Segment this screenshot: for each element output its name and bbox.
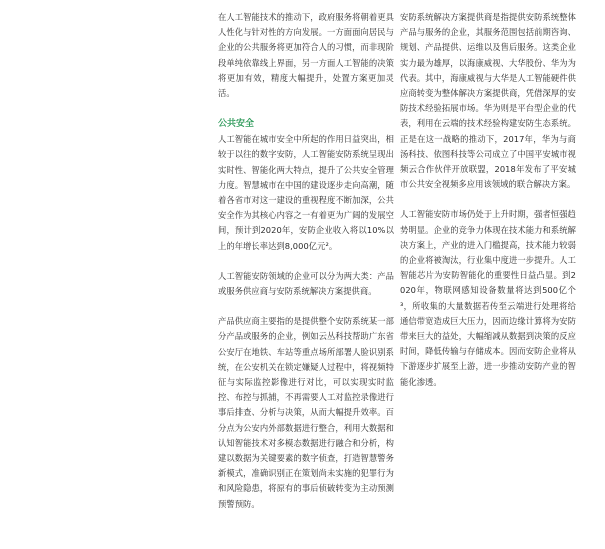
companies-paragraph: 人工智能安防领域的企业可以分为两大类：产品或服务供应商与安防系统解决方案提供商。 — [218, 270, 394, 297]
products-paragraph: 产品供应商主要指的是提供整个安防系统某一部分产品或服务的企业，例如云丛科技帮助广东省公安厅在地铁、车站等重点场所部署人脸识别系统，在公安机关在锁定嫌疑人过程中，将视频特征与实际监控影像进行对比，可以实现实时监控、布控与抓捕，不再需要人工对监控录像进行事后排查、分析与决策，从而大幅提升效率。百分点为公安内外部数据进行整合，利用大数据和认知智能技术对多模态数据进行融合和分析，构建以数据为关键要素的数字侦查，打造智慧警务新模式，准确识别正在策划尚未实施的犯罪行为和风险隐患，将原有的事后侦破转变为主动预测预警预防。 — [218, 316, 394, 509]
spacer — [400, 192, 576, 207]
public-safety-heading: 公共安全 — [218, 119, 255, 130]
trends-paragraph: 人工智能安防市场仍处于上升时期，强者恒强趋势明显。企业的竞争力体现在技术能力和系统解决方案上，产业的进入门槛提高，技术能力较弱的企业将被淘汰，行业集中度进一步提升。人工智能芯片为安防智能化的重要性日益凸显。到2020年，物联网感知设备数量将达到500亿个³，所收集的大量数据若传至云端进行处理将给通信带宽造成巨大压力，因而边缘计算将为安防带来巨大的益处，大幅缩减从数据到决策的反应时间，降低传输与存储成本。因而安防企业将从下游逐步扩展至上游，进一步推动安防产业的智能化渗透。 — [400, 209, 576, 387]
right-column — [400, 10, 576, 390]
solutions-paragraph: 安防系统解决方案提供商是指提供安防系统整体产品与服务的企业，其服务范围包括前期咨询、规划、产品提供、运维以及售后服务。这类企业实力最为雄厚，以海康威视、大华股份、华为为代表。其中，海康威视与大华是人工智能硬件供应商转变为整体解决方案提供商，凭借深厚的安防技术经验拓展市场。华为则是平台型企业的代表，利用在云端的技术经验构建安防生态系统。正是在这一战略的推动下，2017年，华为与商汤科技、依图科技等公司成立了中国平安城市视频云合作伙伴开放联盟，2018年发布了平安城市公共安全视频多应用该领域的联合解决方案。 — [400, 12, 576, 190]
intro-paragraph: 在人工智能技术的推动下，政府服务将朝着更具人性化与针对性的方向发展。一方面面向居民与企业的公共服务将更加符合人的习惯，而非现阶段单纯依靠线上界面，另一方面人工智能的决策将更加有效，精度大幅提升，处置方案更加灵活。 — [218, 12, 394, 99]
spacer — [218, 299, 394, 314]
spacer — [218, 101, 394, 117]
spacer — [218, 254, 394, 269]
public-safety-paragraph: 人工智能在城市安全中所起的作用日益突出，相较于以往的数字安防，人工智能安防系统呈现出实时性、智能化两大特点，提升了公共安全管理力度。智慧城市在中国的建设逐步走向高潮，随着各省市对这一建设的重视程度不断加深，公共安全作为其核心内容之一有着更为广阔的发展空间，预计到2020年，安防企业收入将以10%以上的年增长率达到8,000亿元²。 — [218, 134, 394, 251]
left-column — [218, 10, 394, 512]
